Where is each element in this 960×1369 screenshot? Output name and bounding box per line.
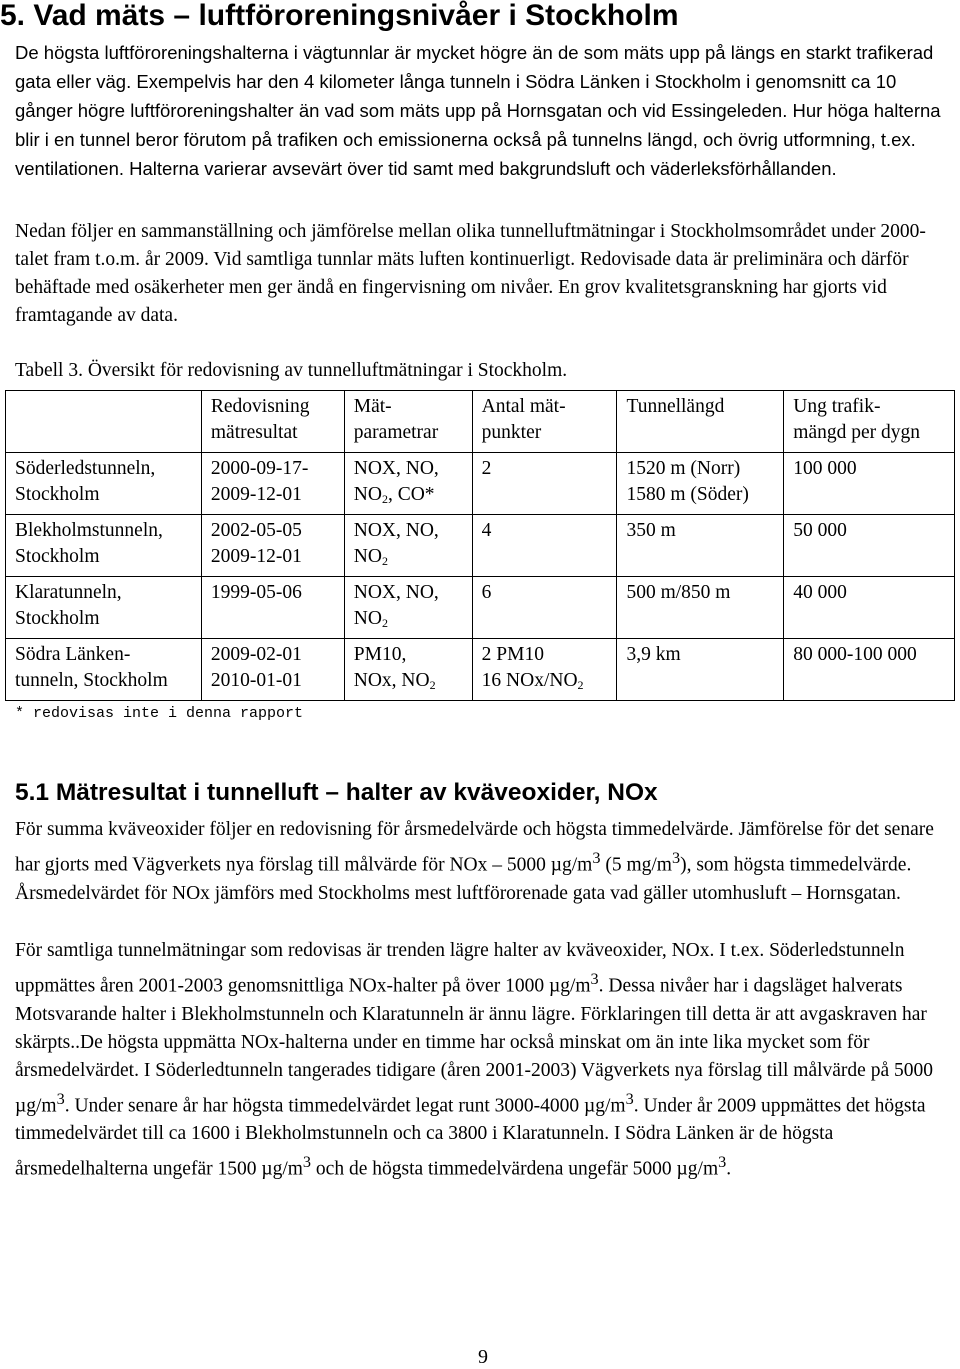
summary-paragraph: Nedan följer en sammanställning och jämförelse mellan olika tunnelluftmätningar i Stockholmsområdet under 2000-talet fram t.o.m. år 2009. Vid samtliga tunnlar mäts luften kontinuerligt. Redovisade data är preliminära och därför behäftade med osäkerheter men ger ändå en fingervisning om nivåer. En grov kvalitetsgranskning har gjorts vid framtagande av data. [15,221,926,326]
cell-traffic: 80 000-100 000 [784,639,955,701]
cell-period: 2009-02-01 2010-01-01 [201,639,344,701]
intro-paragraph: De högsta luftföroreningshalterna i vägtunnlar är mycket högre än de som mäts upp på längs en starkt trafikerad gata eller väg. Exempelvis har den 4 kilometer långa tunneln i Södra Länken i Stockholm i genomsnitt ca 10 gånger högre luftföroreningshalter än vad som mäts upp på Hornsgatan och vid Essingeleden. Hur höga halterna blir i en tunnel beror förutom på trafiken och emissionerna också på tunnelns längd, och övrig utformning, t.ex. ventilationen. Halterna varierar avsevärt över tid samt med bakgrundsluft och väderleksförhållanden. [15,42,941,179]
cell-parameters: PM10, NOx, $NO_2$ [344,639,472,701]
cell-points: 2 PM10 16 NOx/$NO_2$ [472,639,617,701]
tunnel-measurement-table [5,390,955,701]
page-number: 9 [478,1346,488,1368]
cell-tunnel-name: Söderledstunneln, Stockholm [6,453,202,515]
cell-length: 350 m [617,515,784,577]
table-header-row [6,391,955,453]
nox-paragraph-1: För summa kväveoxider följer en redovisning för årsmedelvärde och högsta timmedelvärde. Jämförelse för det senare har gjorts med Vägverkets nya förslag till målvärde för NOx – 5000 $\mu g/m^3$ (5 $mg/m^3$), som högsta timmedelvärde. Årsmedelvärdet för NOx jämförs med Stockholms mest luftförorenade gata vad gäller utomhusluft – Hornsgatan. [15,819,934,904]
header-cell-points: Antal mät- punkter [472,391,617,453]
cell-points: 2 [472,453,617,515]
cell-parameters: NOX, NO, $NO_2$, CO* [344,453,472,515]
cell-period: 2000-09-17- 2009-12-01 [201,453,344,515]
cell-traffic: 100 000 [784,453,955,515]
cell-period: 1999-05-06 [201,577,344,639]
section-heading: 5. Vad mäts – luftföroreningsnivåer i Stockholm [0,0,679,32]
header-cell-period: Redovisning mätresultat [201,391,344,453]
header-cell-tunnel [6,391,202,453]
header-cell-parameters: Mät- parametrar [344,391,472,453]
nox-paragraph-2: För samtliga tunnelmätningar som redovisas är trenden lägre halter av kväveoxider, NOx. I t.ex. Söderledstunneln uppmättes åren 2001-2003 genomsnittliga NOx-halter på över 1000 $\mu g/m^3$. Dessa nivåer har i dagsläget halverats Motsvarande halter i Blekholmstunneln och Klaratunneln är ännu lägre. Förklaringen till detta är att avgaskraven har skärpts..De högsta uppmätta NOx-halterna under en timme har också minskat om än inte lika mycket som för årsmedelvärdet. I Söderledtunneln tangerades tidigare (åren 2001-2003) Vägverkets nya förslag till målvärde på 5000 $\mu g/m^3$. Under senare år har högsta timmedelvärdet legat runt 3000-4000 $\mu g/m^3$. Under år 2009 uppmättes det högsta timmedelvärdet till ca 1600 i Blekholmstunneln och ca 3800 i Klaratunneln. I Södra Länken är de högsta årsmedelhalterna ungefär 1500 $\mu g/m^3$ och de högsta timmedelvärdena ungefär 5000 $\mu g/m^3$. [15,940,933,1180]
table-footnote: * redovisas inte i denna rapport [15,705,304,722]
cell-length: 1520 m (Norr) 1580 m (Söder) [617,453,784,515]
cell-points: 6 [472,577,617,639]
table-row [6,515,955,577]
header-cell-traffic: Ung trafik- mängd per dygn [784,391,955,453]
cell-points: 4 [472,515,617,577]
cell-traffic: 40 000 [784,577,955,639]
cell-length: 3,9 km [617,639,784,701]
cell-parameters: NOX, NO, $NO_2$ [344,577,472,639]
cell-tunnel-name: Klaratunneln, Stockholm [6,577,202,639]
table-row [6,453,955,515]
cell-tunnel-name: Blekholmstunneln, Stockholm [6,515,202,577]
cell-traffic: 50 000 [784,515,955,577]
header-cell-length: Tunnellängd [617,391,784,453]
cell-length: 500 m/850 m [617,577,784,639]
table-caption: Tabell 3. Översikt för redovisning av tunnelluftmätningar i Stockholm. [15,360,568,381]
cell-period: 2002-05-05 2009-12-01 [201,515,344,577]
subsection-heading: 5.1 Mätresultat i tunnelluft – halter av kväveoxider, NOx [15,779,658,806]
cell-parameters: NOX, NO, $NO_2$ [344,515,472,577]
cell-tunnel-name: Södra Länken- tunneln, Stockholm [6,639,202,701]
table-row [6,577,955,639]
table-row [6,639,955,701]
